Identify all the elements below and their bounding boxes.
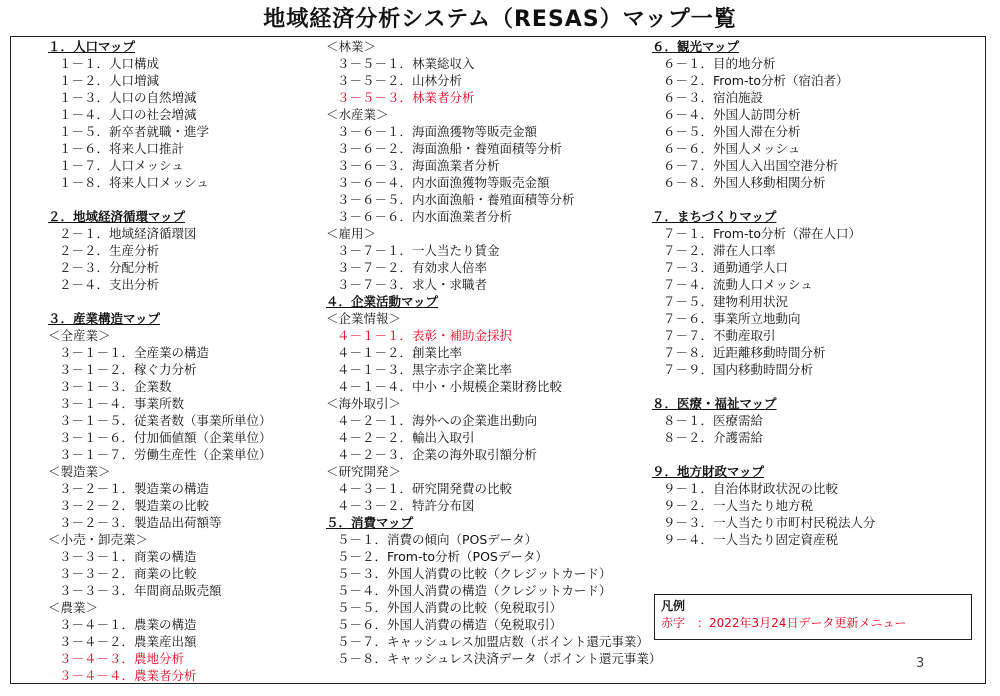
map-menu-item: ３－７－２．有効求人倍率: [337, 260, 488, 275]
map-menu-item: ５－２．From-to分析（POSデータ）: [337, 549, 548, 564]
map-menu-item: ４－１－１．表彰・補助金採択: [337, 328, 513, 343]
column-middle: [326, 38, 661, 667]
section-heading: [652, 463, 876, 480]
subsection-label: ＜雇用＞: [326, 226, 377, 241]
subsection-label: ＜海外取引＞: [326, 396, 402, 411]
map-menu-item: ３－４－２．農業産出額: [59, 634, 197, 649]
map-menu-item: ５－５．外国人消費の比較（免税取引）: [337, 600, 563, 615]
map-menu-item: ３－３－２．商業の比較: [59, 566, 197, 581]
subsection-label: ＜全産業＞: [48, 328, 111, 343]
spacer: [48, 191, 272, 208]
map-menu-item: １－７．人口メッシュ: [59, 158, 184, 173]
map-menu-item: ３－４－１．農業の構造: [59, 617, 197, 632]
map-menu-item: ３－６－１．海面漁獲物等販売金額: [337, 124, 538, 139]
map-menu-item: ３－１－２．稼ぐ力分析: [59, 362, 197, 377]
map-menu-item: ７－８．近距離移動時間分析: [663, 345, 826, 360]
map-menu-item: ３－４－３．農地分析: [59, 651, 185, 666]
map-menu-item: ９－２．一人当たり地方税: [663, 498, 814, 513]
map-menu-item: ６－５．外国人滞在分析: [663, 124, 801, 139]
map-menu-item: １－８．将来人口メッシュ: [59, 175, 209, 190]
map-menu-item: ４－２－２．輸出入取引: [337, 430, 475, 445]
map-menu-item: ７－６．事業所立地動向: [663, 311, 801, 326]
map-menu-item: ２－２．生産分析: [59, 243, 160, 258]
map-menu-item: ３－３－３．年間商品販売額: [59, 583, 222, 598]
map-menu-item: ４－３－２．特許分布図: [337, 498, 475, 513]
map-menu-item: ３－７－１．一人当たり賃金: [337, 243, 500, 258]
section-heading-text: ６．観光マップ: [652, 39, 740, 54]
map-menu-item: １－６．将来人口推計: [59, 141, 185, 156]
map-menu-item: ３－１－３．企業数: [59, 379, 172, 394]
map-menu-item: ９－４．一人当たり固定資産税: [663, 532, 839, 547]
column-left: [48, 38, 272, 684]
map-menu-item: ４－１－２．創業比率: [337, 345, 463, 360]
section-heading: [652, 395, 876, 412]
map-menu-item: ３－１－６．付加価値額（企業単位）: [59, 430, 272, 445]
map-menu-item: ６－３．宿泊施設: [663, 90, 764, 105]
subsection-label: ＜企業情報＞: [326, 311, 402, 326]
map-menu-item: ８－２．介護需給: [663, 430, 764, 445]
map-menu-item: ９－３．一人当たり市町村民税法人分: [663, 515, 876, 530]
section-heading-text: ７．まちづくりマップ: [652, 209, 777, 224]
map-menu-item: ６－７．外国人入出国空港分析: [663, 158, 839, 173]
map-menu-item: ７－７．不動産取引: [663, 328, 776, 343]
map-menu-item: ３－５－２．山林分析: [337, 73, 463, 88]
subsection-label: ＜農業＞: [48, 600, 99, 615]
map-menu-item: ４－１－４．中小・小規模企業財務比較: [337, 379, 563, 394]
section-heading-text: ３．産業構造マップ: [48, 311, 161, 326]
map-menu-item: ３－１－４．事業所数: [59, 396, 185, 411]
subsection-label: ＜製造業＞: [48, 464, 111, 479]
map-menu-item: ３－１－７．労働生産性（企業単位）: [59, 447, 272, 462]
map-menu-item: ３－６－３．海面漁業者分析: [337, 158, 500, 173]
section-heading-text: １．人口マップ: [48, 39, 136, 54]
section-heading: [48, 208, 272, 225]
map-menu-item: ９－１．自治体財政状況の比較: [663, 481, 839, 496]
spacer: [652, 191, 876, 208]
map-menu-item: ５－８．キャッシュレス決済データ（ポイント還元事業）: [337, 651, 662, 666]
map-menu-item: ３－６－５．内水面漁船・養殖面積等分析: [337, 192, 575, 207]
legend-box: [654, 594, 972, 640]
subsection-label: ＜林業＞: [326, 39, 377, 54]
map-menu-item: ４－３－１．研究開発費の比較: [337, 481, 513, 496]
legend-title: 凡例: [661, 599, 686, 613]
map-menu-item: ４－２－１．海外への企業進出動向: [337, 413, 538, 428]
map-menu-item: ２－１．地域経済循環図: [59, 226, 197, 241]
section-heading: [326, 514, 661, 531]
section-heading-text: ８．医療・福祉マップ: [652, 396, 777, 411]
section-heading-text: ５．消費マップ: [326, 515, 414, 530]
map-menu-item: ４－２－３．企業の海外取引額分析: [337, 447, 538, 462]
subsection-label: ＜研究開発＞: [326, 464, 402, 479]
column-right: [652, 38, 876, 548]
map-menu-item: １－１．人口構成: [59, 56, 160, 71]
spacer: [48, 293, 272, 310]
section-heading: [326, 293, 661, 310]
section-heading-text: ９．地方財政マップ: [652, 464, 765, 479]
map-menu-item: ３－５－３．林業者分析: [337, 90, 475, 105]
map-menu-item: ３－２－１．製造業の構造: [59, 481, 210, 496]
map-menu-item: ４－１－３．黒字赤字企業比率: [337, 362, 513, 377]
map-menu-item: １－４．人口の社会増減: [59, 107, 197, 122]
map-menu-item: ３－１－１．全産業の構造: [59, 345, 210, 360]
map-menu-item: ６－８．外国人移動相関分析: [663, 175, 826, 190]
map-menu-item: ５－１．消費の傾向（POSデータ）: [337, 532, 538, 547]
map-menu-item: ７－１．From-to分析（滞在人口）: [663, 226, 862, 241]
map-menu-item: ３－２－３．製造品出荷額等: [59, 515, 222, 530]
section-heading-text: ４．企業活動マップ: [326, 294, 439, 309]
section-heading-text: ２．地域経済循環マップ: [48, 209, 186, 224]
subsection-label: ＜水産業＞: [326, 107, 389, 122]
section-heading: [652, 208, 876, 225]
map-menu-item: ３－２－２．製造業の比較: [59, 498, 210, 513]
map-menu-item: ８－１．医療需給: [663, 413, 764, 428]
map-menu-item: ３－６－４．内水面漁獲物等販売金額: [337, 175, 550, 190]
section-heading: [652, 38, 876, 55]
section-heading: [48, 38, 272, 55]
section-heading: [48, 310, 272, 327]
map-menu-item: ５－４．外国人消費の構造（クレジットカード）: [337, 583, 612, 598]
page-number: 3: [916, 656, 925, 671]
map-menu-item: ３－３－１．商業の構造: [59, 549, 197, 564]
map-menu-item: ５－６．外国人消費の構造（免税取引）: [337, 617, 563, 632]
map-menu-item: ６－６．外国人メッシュ: [663, 141, 801, 156]
map-menu-item: ３－６－２．海面漁船・養殖面積等分析: [337, 141, 563, 156]
map-menu-item: ５－３．外国人消費の比較（クレジットカード）: [337, 566, 612, 581]
map-menu-item: ２－３．分配分析: [59, 260, 160, 275]
map-menu-item: ３－５－１．林業総収入: [337, 56, 475, 71]
map-menu-item: ３－６－６．内水面漁業者分析: [337, 209, 513, 224]
map-menu-item: ７－５．建物利用状況: [663, 294, 789, 309]
spacer: [652, 446, 876, 463]
map-menu-item: ３－４－４．農業者分析: [59, 668, 197, 683]
subsection-label: ＜小売・卸売業＞: [48, 532, 149, 547]
map-menu-item: ７－９．国内移動時間分析: [663, 362, 814, 377]
map-menu-item: ６－２．From-to分析（宿泊者）: [663, 73, 849, 88]
legend-text: 赤字 ：2022年3月24日データ更新メニュー: [661, 616, 907, 630]
map-menu-item: １－３．人口の自然増減: [59, 90, 197, 105]
map-menu-item: ２－４．支出分析: [59, 277, 160, 292]
spacer: [652, 378, 876, 395]
map-menu-item: ３－１－５．従業者数（事業所単位）: [59, 413, 272, 428]
map-menu-item: １－２．人口増減: [59, 73, 160, 88]
page-title: 地域経済分析システム（RESAS）マップ一覧: [263, 7, 737, 32]
map-menu-item: ５－７．キャッシュレス加盟店数（ポイント還元事業）: [337, 634, 649, 649]
map-menu-item: ６－４．外国人訪問分析: [663, 107, 801, 122]
map-menu-item: ７－３．通勤通学人口: [663, 260, 789, 275]
map-menu-item: １－５．新卒者就職・進学: [59, 124, 210, 139]
map-menu-item: ７－２．滞在人口率: [663, 243, 776, 258]
map-menu-item: ３－７－３．求人・求職者: [337, 277, 488, 292]
map-menu-item: ７－４．流動人口メッシュ: [663, 277, 813, 292]
map-menu-item: ６－１．目的地分析: [663, 56, 776, 71]
